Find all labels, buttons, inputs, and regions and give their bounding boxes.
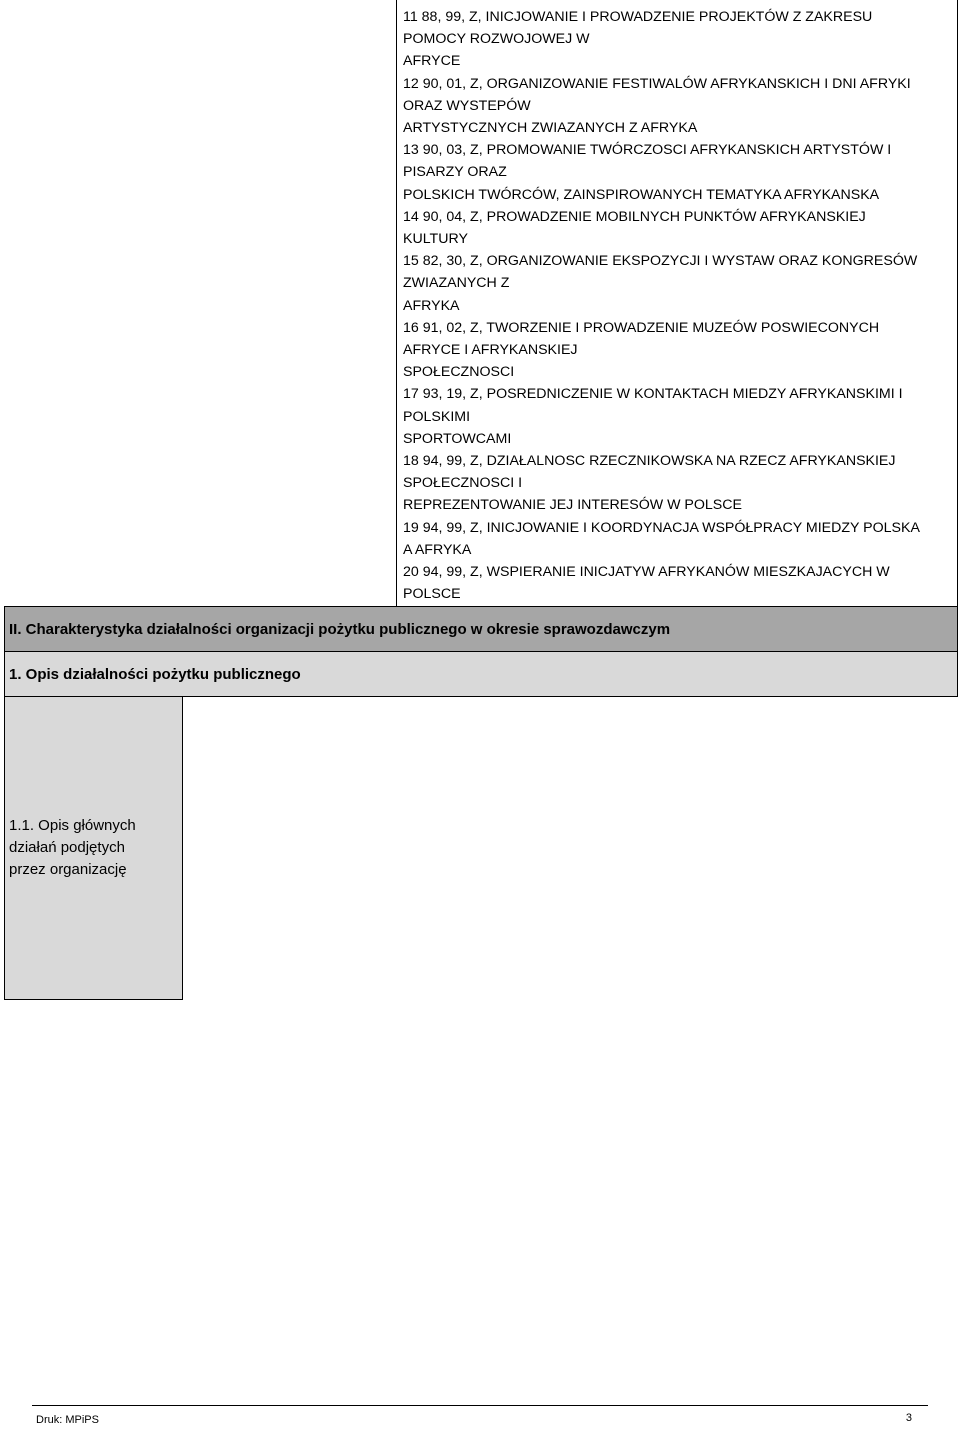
- subsection-header: [4, 652, 958, 697]
- description-label-line: działań podjętych: [9, 839, 125, 856]
- subsection-title: 1. Opis działalności pożytku publicznego: [9, 665, 301, 683]
- section-header: [4, 606, 958, 652]
- activity-line: AFRYCE I AFRYKANSKIEJ: [403, 342, 578, 359]
- activity-line: 19 94, 99, Z, INICJOWANIE I KOORDYNACJA WSPÓŁPRACY MIEDZY POLSKA: [403, 519, 920, 536]
- description-label-cell: [4, 697, 183, 1000]
- activity-line: REPREZENTOWANIE JEJ INTERESÓW W POLSCE: [403, 497, 742, 514]
- activity-line: POMOCY ROZWOJOWEJ W: [403, 31, 590, 48]
- activity-line: POLSKICH TWÓRCÓW, ZAINSPIROWANYCH TEMATYKA AFRYKANSKA: [403, 186, 880, 203]
- activity-line: ZWIAZANYCH Z: [403, 275, 510, 292]
- activity-line: 18 94, 99, Z, DZIAŁALNOSC RZECZNIKOWSKA NA RZECZ AFRYKANSKIEJ: [403, 453, 896, 470]
- activity-line: PISARZY ORAZ: [403, 164, 507, 181]
- activity-line: AFRYKA: [403, 297, 460, 314]
- description-label-line: przez organizację: [9, 861, 127, 878]
- activity-line: SPORTOWCAMI: [403, 430, 512, 447]
- activity-line: AFRYCE: [403, 53, 461, 70]
- activity-line: SPOŁECZNOSCI I: [403, 475, 523, 492]
- page-number: 3: [905, 1412, 912, 1424]
- activity-line: POLSKIMI: [403, 408, 471, 425]
- activity-line: ORAZ WYSTEPÓW: [403, 97, 531, 114]
- description-label-line: 1.1. Opis głównych: [9, 817, 136, 834]
- activity-line: 16 91, 02, Z, TWORZENIE I PROWADZENIE MUZEÓW POSWIECONYCH: [403, 319, 880, 336]
- page-footer: [32, 1405, 928, 1429]
- activity-line: 13 90, 03, Z, PROMOWANIE TWÓRCZOSCI AFRYKANSKICH ARTYSTÓW I: [403, 142, 892, 159]
- activity-line: 15 82, 30, Z, ORGANIZOWANIE EKSPOZYCJI I WYSTAW ORAZ KONGRESÓW: [403, 253, 918, 270]
- activity-line: POLSCE: [403, 586, 461, 603]
- activity-line: 12 90, 01, Z, ORGANIZOWANIE FESTIWALÓW AFRYKANSKICH I DNI AFRYKI: [403, 75, 911, 92]
- activity-line: A AFRYKA: [403, 541, 472, 558]
- activity-line: 20 94, 99, Z, WSPIERANIE INICJATYW AFRYKANÓW MIESZKAJACYCH W: [403, 564, 890, 581]
- activity-line: SPOŁECZNOSCI: [403, 364, 515, 381]
- footer-print-label: Druk: MPiPS: [36, 1414, 99, 1426]
- section-title: II. Charakterystyka działalności organizacji pożytku publicznego w okresie sprawozdawczym: [9, 620, 671, 638]
- activity-line: 14 90, 04, Z, PROWADZENIE MOBILNYCH PUNKTÓW AFRYKANSKIEJ: [403, 208, 866, 225]
- activity-line: ARTYSTYCZNYCH ZWIAZANYCH Z AFRYKA: [403, 120, 698, 137]
- activity-line: 17 93, 19, Z, POSREDNICZENIE W KONTAKTACH MIEDZY AFRYKANSKIMI I: [403, 386, 903, 403]
- activity-line: KULTURY: [403, 231, 468, 248]
- activity-line: 11 88, 99, Z, INICJOWANIE I PROWADZENIE PROJEKTÓW Z ZAKRESU: [403, 9, 873, 25]
- pkd-activities-box: [396, 0, 958, 608]
